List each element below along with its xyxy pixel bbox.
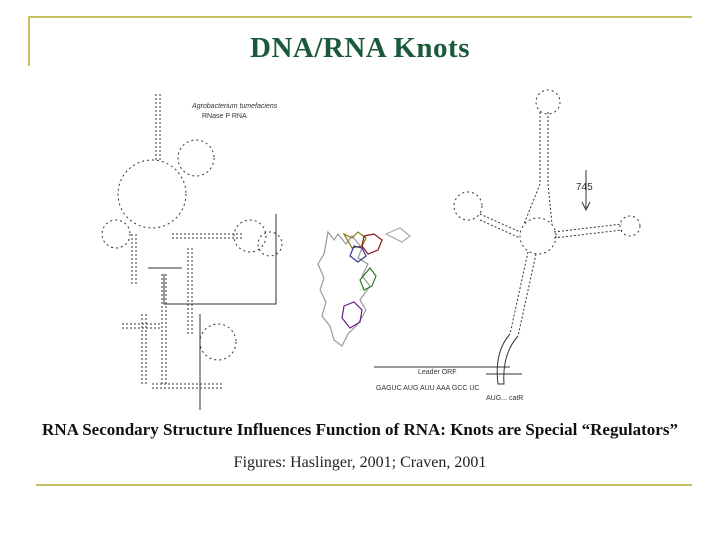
- leader-orf-label: Leader ORF: [418, 369, 457, 376]
- callout-745: 745: [576, 182, 593, 193]
- rnase-p-structure: [102, 94, 282, 410]
- attenuator-structure: [374, 90, 640, 384]
- frame-bottom-rule: [36, 484, 692, 486]
- rna-structure-figures: [92, 84, 668, 410]
- bottom-sequence-line: AUG... catR: [486, 395, 524, 402]
- tertiary-structure: [318, 228, 410, 346]
- slide-caption: RNA Secondary Structure Influences Function of RNA: Knots are Special “Regulators”: [42, 420, 678, 439]
- sequence-line: GAGUC AUG AUU AAA GCC UC: [376, 385, 480, 392]
- slide-title: DNA/RNA Knots: [250, 32, 470, 64]
- organism-label: Agrobacterium tumefaciens: [192, 103, 278, 110]
- molecule-label: RNase P RNA: [202, 113, 247, 120]
- figure-credit: Figures: Haslinger, 2001; Craven, 2001: [233, 454, 487, 471]
- figure-area: [92, 84, 668, 410]
- frame-top-rule: [28, 16, 692, 18]
